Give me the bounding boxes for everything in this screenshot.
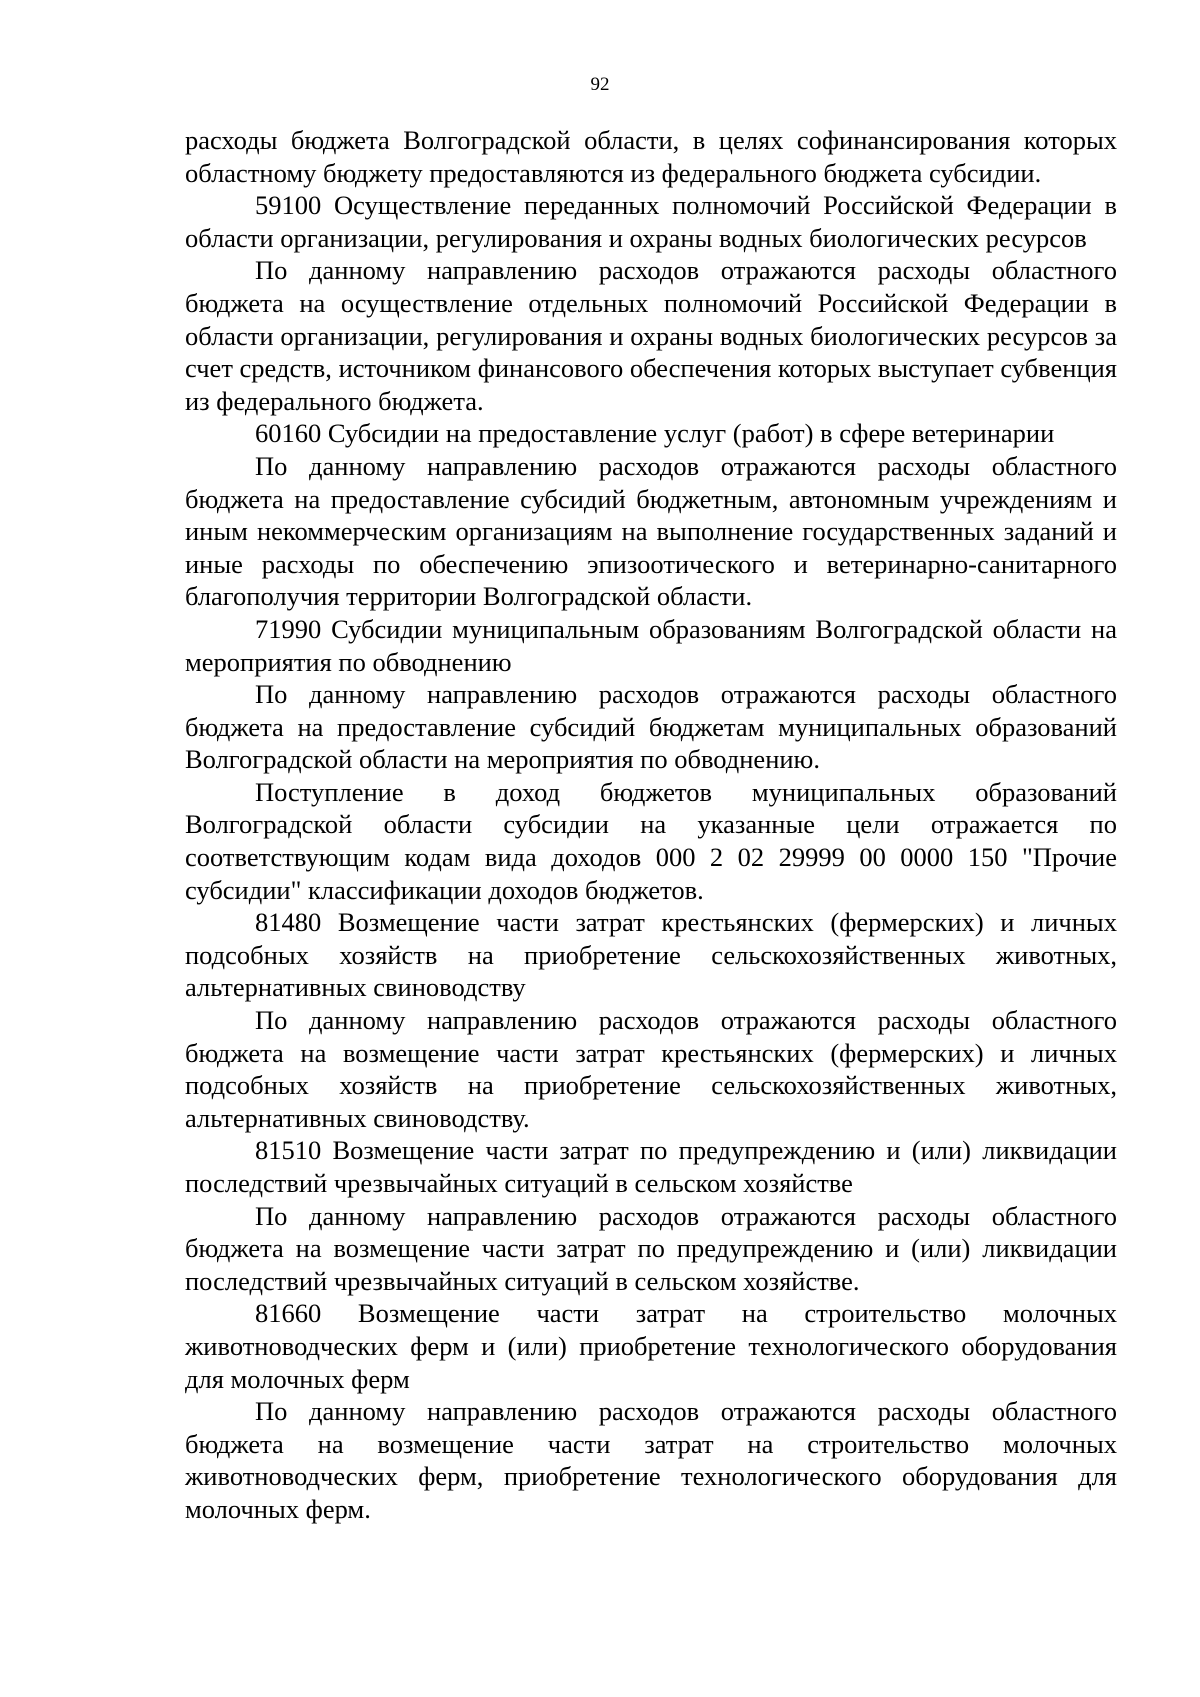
paragraph: По данному направлению расходов отражаются расходы областного бюджета на предоставление субсидий бюджетным, автономным учреждениям и иным некоммерческим организациям на выполнение государственных заданий и иные расходы по обеспечению эпизоотического и ветеринарно-санитарного благополучия территории Волгоградской области.: [185, 450, 1117, 612]
paragraph: По данному направлению расходов отражаются расходы областного бюджета на осуществление отдельных полномочий Российской Федерации в области организации, регулирования и охраны водных биологических ресурсов за счет средств, источником финансового обеспечения которых выступает субвенция из федерального бюджета.: [185, 255, 1117, 416]
paragraph: По данному направлению расходов отражаются расходы областного бюджета на возмещение части затрат крестьянских (фермерских) и личных подсобных хозяйств на приобретение сельскохозяйственных животных, альтернативных свиноводству.: [185, 1005, 1117, 1133]
paragraph: Поступление в доход бюджетов муниципальных образований Волгоградской области субсидии на указанные цели отражается по соответствующим кодам вида доходов 000 2 02 29999 00 0000 150 "Прочие субсидии" классификации доходов бюджетов.: [185, 776, 1117, 905]
body-text: [185, 124, 1117, 1526]
paragraph-heading: 81480 Возмещение части затрат крестьянских (фермерских) и личных подсобных хозяйств на приобретение сельскохозяйственных животных, альтернативных свиноводству: [185, 907, 1117, 1003]
paragraph-heading: 59100 Осуществление переданных полномочий Российской Федерации в области организации, регулирования и охраны водных биологических ресурсов: [185, 190, 1117, 253]
paragraph-heading: 60160 Субсидии на предоставление услуг (работ) в сфере ветеринарии: [255, 418, 1055, 449]
paragraph-heading: 81510 Возмещение части затрат по предупреждению и (или) ликвидации последствий чрезвычайных ситуаций в сельском хозяйстве: [185, 1135, 1117, 1198]
page-number: 92: [590, 74, 610, 95]
paragraph-heading: 71990 Субсидии муниципальным образованиям Волгоградской области на мероприятия по обводнению: [185, 613, 1117, 677]
paragraph: По данному направлению расходов отражаются расходы областного бюджета на возмещение части затрат на строительство молочных животноводческих ферм, приобретение технологического оборудования для молочных ферм.: [185, 1396, 1117, 1524]
paragraph: По данному направлению расходов отражаются расходы областного бюджета на возмещение части затрат по предупреждению и (или) ликвидации последствий чрезвычайных ситуаций в сельском хозяйстве.: [185, 1200, 1117, 1296]
paragraph-heading: 81660 Возмещение части затрат на строительство молочных животноводческих ферм и (или) приобретение технологического оборудования для молочных ферм: [185, 1298, 1117, 1394]
paragraph: По данному направлению расходов отражаются расходы областного бюджета на предоставление субсидий бюджетам муниципальных образований Волгоградской области на мероприятия по обводнению.: [185, 679, 1117, 775]
paragraph: расходы бюджета Волгоградской области, в целях софинансирования которых областному бюджету предоставляются из федерального бюджета субсидии.: [185, 125, 1117, 188]
